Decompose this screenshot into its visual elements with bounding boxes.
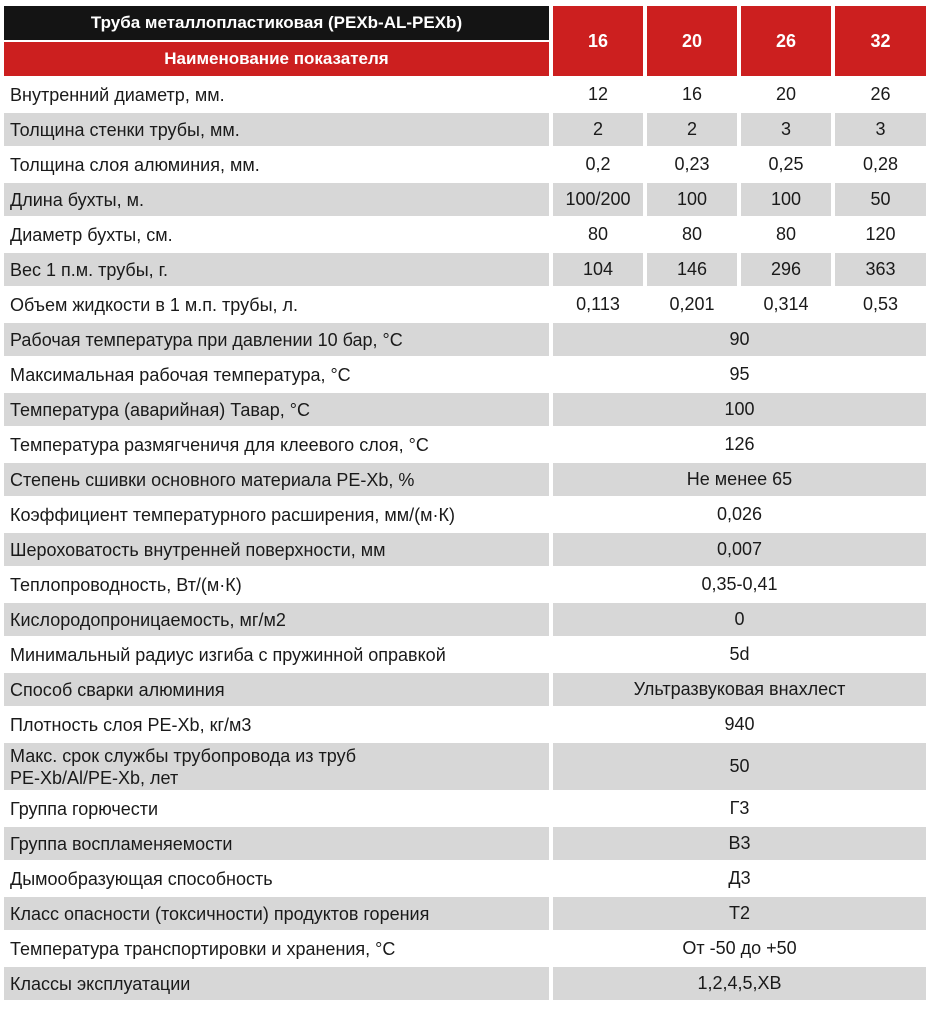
- row-label: Группа воспламеняемости: [4, 826, 551, 861]
- row-value: 1,2,4,5,ХВ: [551, 966, 926, 1001]
- cell-20: 16: [645, 77, 739, 112]
- table-row: [4, 357, 926, 392]
- row-label: Группа горючести: [4, 791, 551, 826]
- cell-16: 104: [551, 252, 645, 287]
- row-label: Толщина слоя алюминия, мм.: [4, 147, 551, 182]
- row-value: От -50 до +50: [551, 931, 926, 966]
- table-row: [4, 826, 926, 861]
- table-row: [4, 931, 926, 966]
- cell-26: 20: [739, 77, 833, 112]
- cell-32: 3: [833, 112, 926, 147]
- row-label: Плотность слоя PE-Xb, кг/м3: [4, 707, 551, 742]
- table-row: [4, 147, 926, 182]
- row-label-line-1: Макс. срок службы трубопровода из труб: [10, 745, 357, 766]
- row-value: 0,026: [551, 497, 926, 532]
- size-header-20: 20: [645, 6, 739, 77]
- row-label: Внутренний диаметр, мм.: [4, 77, 551, 112]
- row-value: Не менее 65: [551, 462, 926, 497]
- size-header-16: 16: [551, 6, 645, 77]
- cell-26: 296: [739, 252, 833, 287]
- table-row: [4, 462, 926, 497]
- row-label: Толщина стенки трубы, мм.: [4, 112, 551, 147]
- row-value: Т2: [551, 896, 926, 931]
- table-row: [4, 77, 926, 112]
- cell-32: 0,28: [833, 147, 926, 182]
- cell-32: 50: [833, 182, 926, 217]
- cell-26: 0,314: [739, 287, 833, 322]
- table-row: [4, 322, 926, 357]
- cell-20: 0,201: [645, 287, 739, 322]
- row-label: Шероховатость внутренней поверхности, мм: [4, 532, 551, 567]
- cell-20: 0,23: [645, 147, 739, 182]
- table-row: [4, 252, 926, 287]
- parameter-name-header: Наименование показателя: [4, 41, 551, 77]
- table-row: [4, 602, 926, 637]
- row-label: Способ сварки алюминия: [4, 672, 551, 707]
- cell-20: 2: [645, 112, 739, 147]
- row-label: [4, 742, 551, 791]
- cell-16: 80: [551, 217, 645, 252]
- row-value: Ультразвуковая внахлест: [551, 672, 926, 707]
- table-row: [4, 672, 926, 707]
- row-value: 100: [551, 392, 926, 427]
- cell-26: 80: [739, 217, 833, 252]
- row-label: Рабочая температура при давлении 10 бар, °C: [4, 322, 551, 357]
- cell-16: 0,113: [551, 287, 645, 322]
- row-value: 940: [551, 707, 926, 742]
- table-row: [4, 791, 926, 826]
- table-row: [4, 182, 926, 217]
- row-label: Кислородопроницаемость, мг/м2: [4, 602, 551, 637]
- cell-16: 100/200: [551, 182, 645, 217]
- table-row: [4, 497, 926, 532]
- table-row: [4, 707, 926, 742]
- cell-26: 0,25: [739, 147, 833, 182]
- table-row: [4, 532, 926, 567]
- table-row: [4, 742, 926, 791]
- row-value: В3: [551, 826, 926, 861]
- row-value: 0: [551, 602, 926, 637]
- row-label: Длина бухты, м.: [4, 182, 551, 217]
- cell-16: 12: [551, 77, 645, 112]
- size-header-32: 32: [833, 6, 926, 77]
- table-row: [4, 217, 926, 252]
- cell-20: 80: [645, 217, 739, 252]
- row-label: Диаметр бухты, см.: [4, 217, 551, 252]
- row-value: 90: [551, 322, 926, 357]
- cell-32: 26: [833, 77, 926, 112]
- cell-32: 363: [833, 252, 926, 287]
- row-value: 0,007: [551, 532, 926, 567]
- row-label: Температура транспортировки и хранения, °C: [4, 931, 551, 966]
- row-value: Г3: [551, 791, 926, 826]
- row-label: Дымообразующая способность: [4, 861, 551, 896]
- table-row: [4, 287, 926, 322]
- cell-16: 2: [551, 112, 645, 147]
- table-row: [4, 112, 926, 147]
- table-row: [4, 567, 926, 602]
- cell-32: 120: [833, 217, 926, 252]
- row-label: Коэффициент температурного расширения, мм/(м·К): [4, 497, 551, 532]
- cell-20: 146: [645, 252, 739, 287]
- row-value: 0,35-0,41: [551, 567, 926, 602]
- table-row: [4, 637, 926, 672]
- spec-table: [4, 6, 926, 1002]
- table-row: [4, 427, 926, 462]
- row-label: Температура размягченичя для клеевого слоя, °C: [4, 427, 551, 462]
- row-label-line-2: PE-Xb/Al/PE-Xb, лет: [10, 767, 179, 788]
- row-label: Объем жидкости в 1 м.п. трубы, л.: [4, 287, 551, 322]
- row-label: Температура (аварийная) Тавар, °C: [4, 392, 551, 427]
- row-value: Д3: [551, 861, 926, 896]
- cell-26: 100: [739, 182, 833, 217]
- cell-16: 0,2: [551, 147, 645, 182]
- table-row: [4, 392, 926, 427]
- table-row: [4, 861, 926, 896]
- table-row: [4, 896, 926, 931]
- cell-20: 100: [645, 182, 739, 217]
- size-header-26: 26: [739, 6, 833, 77]
- table-row: [4, 966, 926, 1001]
- row-value: 95: [551, 357, 926, 392]
- row-label: Степень сшивки основного материала PE-Xb, %: [4, 462, 551, 497]
- cell-26: 3: [739, 112, 833, 147]
- row-value: 5d: [551, 637, 926, 672]
- row-value: 126: [551, 427, 926, 462]
- row-label: Класс опасности (токсичности) продуктов горения: [4, 896, 551, 931]
- row-label: Теплопроводность, Вт/(м·К): [4, 567, 551, 602]
- row-label: Вес 1 п.м. трубы, г.: [4, 252, 551, 287]
- row-label: Максимальная рабочая температура, °C: [4, 357, 551, 392]
- cell-32: 0,53: [833, 287, 926, 322]
- row-label: Минимальный радиус изгиба с пружинной оправкой: [4, 637, 551, 672]
- table-title: Труба металлопластиковая (PEXb-AL-PEXb): [4, 6, 551, 41]
- row-label: Классы эксплуатации: [4, 966, 551, 1001]
- row-value: 50: [551, 742, 926, 791]
